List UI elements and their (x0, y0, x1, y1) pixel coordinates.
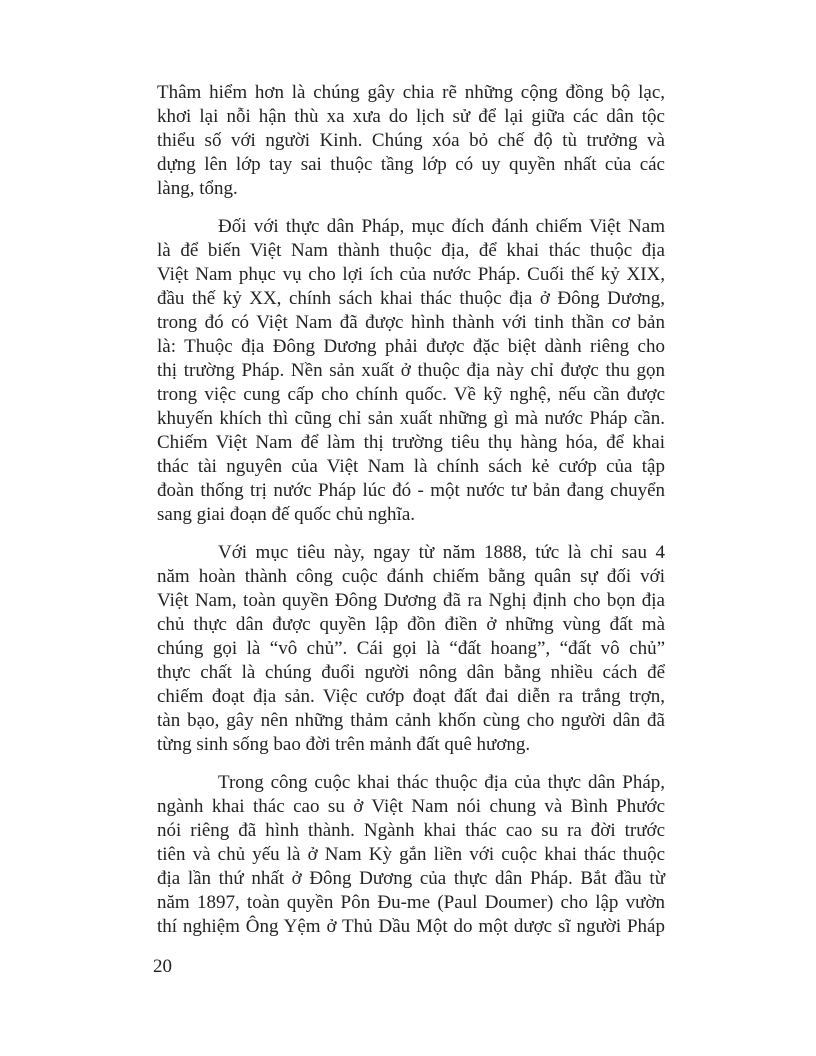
text-line: chủ thực dân được quyền lập đồn điền ở những vùng đất mà (157, 614, 665, 635)
text-line: khơi lại nỗi hận thù xa xưa do lịch sử để lại giữa các dân tộc (157, 106, 665, 127)
paragraph-1 (157, 81, 665, 201)
text-line: năm hoàn thành công cuộc đánh chiếm bằng quân sự đối với (157, 566, 665, 587)
text-line: Việt Nam phục vụ cho lợi ích của nước Pháp. Cuối thế kỷ XIX, (157, 264, 665, 285)
text-line: thiểu số với người Kinh. Chúng xóa bỏ chế độ tù trưởng và (157, 130, 665, 151)
text-line: chiếm đoạt địa sản. Việc cướp đoạt đất đai diễn ra trắng trợn, (157, 686, 665, 707)
page-body (157, 81, 665, 939)
text-line: năm 1897, toàn quyền Pôn Đu-me (Paul Doumer) cho lập vườn (157, 892, 665, 913)
text-line: khuyến khích thì cũng chỉ sản xuất những gì mà nước Pháp cần. (157, 408, 665, 429)
text-line: thực chất là chúng đuổi người nông dân bằng nhiều cách để (157, 662, 665, 683)
text-line: là: Thuộc địa Đông Dương phải được đặc biệt dành riêng cho (157, 336, 665, 357)
paragraph-3 (157, 541, 665, 757)
text-line: Với mục tiêu này, ngay từ năm 1888, tức là chỉ sau 4 (218, 542, 665, 563)
text-line: Chiếm Việt Nam để làm thị trường tiêu thụ hàng hóa, để khai (157, 432, 665, 453)
text-line: trong đó có Việt Nam đã được hình thành với tinh thần cơ bản (157, 312, 665, 333)
text-line: sang giai đoạn đế quốc chủ nghĩa. (157, 504, 416, 525)
text-line: Trong công cuộc khai thác thuộc địa của thực dân Pháp, (218, 772, 665, 793)
text-line: là để biến Việt Nam thành thuộc địa, để khai thác thuộc địa (157, 240, 665, 261)
text-line: ngành khai thác cao su ở Việt Nam nói chung và Bình Phước (157, 796, 665, 817)
text-line: Việt Nam, toàn quyền Đông Dương đã ra Nghị định cho bọn địa (157, 590, 665, 611)
text-line: đoàn thống trị nước Pháp lúc đó - một nước tư bản đang chuyển (157, 480, 665, 501)
text-line: nói riêng đã hình thành. Ngành khai thác cao su ra đời trước (157, 820, 665, 841)
text-line: thí nghiệm Ông Yệm ở Thủ Dầu Một do một dược sĩ người Pháp (157, 916, 665, 937)
text-line: từng sinh sống bao đời trên mảnh đất quê hương. (157, 734, 531, 755)
text-line: tàn bạo, gây nên những thảm cảnh khốn cùng cho người dân đã (157, 710, 665, 731)
text-line: Thâm hiểm hơn là chúng gây chia rẽ những cộng đồng bộ lạc, (157, 82, 665, 103)
text-line: địa lần thứ nhất ở Đông Dương của thực dân Pháp. Bắt đầu từ (157, 868, 665, 889)
text-line: dựng lên lớp tay sai thuộc tầng lớp có uy quyền nhất của các (157, 154, 665, 175)
text-line: thác tài nguyên của Việt Nam là chính sách kẻ cướp của tập (157, 456, 665, 477)
page-number: 20 (153, 956, 172, 977)
text-line: tiên và chủ yếu là ở Nam Kỳ gắn liền với cuộc khai thác thuộc (157, 844, 665, 865)
text-line: đầu thế kỷ XX, chính sách khai thác thuộc địa ở Đông Dương, (157, 288, 665, 309)
paragraph-2 (157, 215, 665, 527)
text-line: trong việc cung cấp cho chính quốc. Về kỹ nghệ, nếu cần được (157, 384, 665, 405)
paragraph-4 (157, 771, 665, 939)
text-line: Đối với thực dân Pháp, mục đích đánh chiếm Việt Nam (218, 216, 665, 237)
text-line: thị trường Pháp. Nền sản xuất ở thuộc địa này chỉ được thu gọn (157, 360, 665, 381)
text-line: làng, tổng. (157, 178, 238, 199)
text-line: chúng gọi là “vô chủ”. Cái gọi là “đất hoang”, “đất vô chủ” (157, 638, 665, 659)
